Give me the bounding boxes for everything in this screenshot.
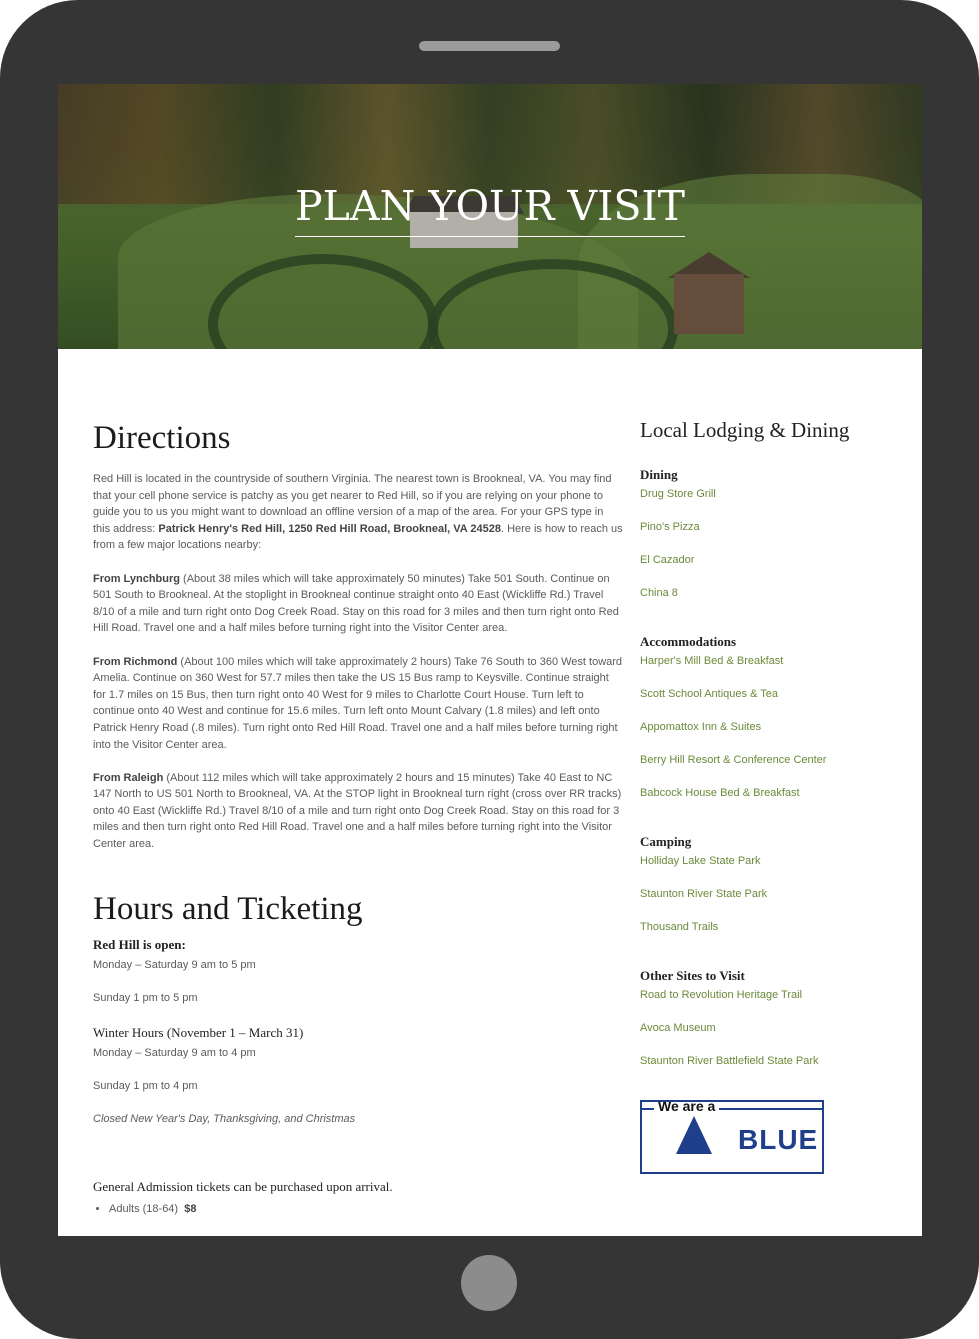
- route-raleigh: [93, 770, 623, 853]
- lodging-link-berry-hill[interactable]: Berry Hill Resort & Conference Center: [640, 754, 827, 766]
- route-text: (About 112 miles which will take approximately 2 hours and 15 minutes) Take 40 East to NC 147 North to US 501 North to Brookneal, VA. At the STOP light in Brookneal turn right (cross over RR tracks) onto 40 East (Wickliffe Rd.) Travel 8/10 of a mile and turn right onto Dog Creek Road. Stay on this road for 3 miles and then turn right onto Red Hill Road. Travel one and a half miles before turning right into the Visitor Center area.: [93, 771, 622, 851]
- accommodations-label: Accommodations: [640, 634, 737, 649]
- winter-weekday: Monday – Saturday 9 am to 4 pm: [93, 1046, 256, 1059]
- admission-label: General Admission tickets can be purchased upon arrival.: [93, 1178, 393, 1194]
- ticket-list: [93, 1201, 623, 1217]
- ticket-price: $8: [184, 1202, 197, 1215]
- site-link-road-to-revolution[interactable]: Road to Revolution Heritage Trail: [640, 989, 803, 1001]
- dining-link-china-8[interactable]: China 8: [640, 587, 678, 599]
- camping-group: [640, 832, 870, 935]
- gps-address: Patrick Henry's Red Hill, 1250 Red Hill Road, Brookneal, VA 24528: [158, 522, 501, 535]
- dining-link-el-cazador[interactable]: El Cazador: [640, 554, 695, 566]
- dining-label: Dining: [640, 467, 678, 482]
- ticket-item: [109, 1201, 623, 1217]
- dining-link-pinos-pizza[interactable]: Pino's Pizza: [640, 521, 700, 533]
- page-title-text: PLAN YOUR VISIT: [295, 182, 685, 237]
- other-sites-label: Other Sites to Visit: [640, 968, 745, 983]
- lodging-link-appomattox-inn[interactable]: Appomattox Inn & Suites: [640, 721, 762, 733]
- sidebar: [640, 416, 870, 1174]
- route-text: (About 38 miles which will take approximately 50 minutes) Take 501 South. Continue on 501 South to Brookneal. At the stoplight in Brookneal continue straight onto 40 East (Wickliffe Rd.) Travel 8/10 of a mile and turn right onto Dog Creek Road. Stay on this road for 3 miles and then turn right onto Red Hill Road. Travel one and a half miles before turning right into the Visitor Center area.: [93, 572, 619, 635]
- camping-link-holliday-lake[interactable]: Holliday Lake State Park: [640, 855, 761, 867]
- intro-end-text: . Here is how to reach us from a few major locations nearby:: [93, 522, 623, 552]
- accommodations-group: [640, 632, 870, 801]
- route-lynchburg: [93, 571, 623, 637]
- winter-label: Winter Hours (November 1 – March 31): [93, 1024, 304, 1040]
- route-from: From Richmond: [93, 655, 178, 668]
- route-text: (About 100 miles which will take approximately 2 hours) Take 76 South to 360 West toward Amelia. Continue on 360 West for 57.7 miles then take the US 15 Bus ramp to Keysville. Continue straight for 1.7 miles on 15 Bus, then turn right onto 40 West for 9 miles to Charlotte Court House. Turn left to continue onto 40 West and continue for 15.6 miles. Turn left onto Mount Calvary (1.8 miles) and left onto Patrick Henry Road (.8 miles). Turn right onto Red Hill Road. Travel one and a half miles before turning right into the Visitor Center area.: [93, 655, 623, 751]
- speaker-slot: [419, 41, 560, 51]
- camping-link-thousand-trails[interactable]: Thousand Trails: [640, 921, 719, 933]
- directions-intro: [93, 471, 623, 554]
- directions-heading: Directions: [93, 420, 231, 456]
- open-sunday: Sunday 1 pm to 5 pm: [93, 991, 198, 1004]
- closed-days: Closed New Year's Day, Thanksgiving, and Christmas: [93, 1112, 356, 1125]
- lodging-link-babcock-house[interactable]: Babcock House Bed & Breakfast: [640, 787, 800, 799]
- dining-group: [640, 465, 870, 601]
- lodging-link-harpers-mill[interactable]: Harper's Mill Bed & Breakfast: [640, 655, 784, 667]
- other-sites-group: [640, 966, 870, 1069]
- main-content: [93, 418, 623, 1217]
- route-richmond: [93, 654, 623, 754]
- badge-tree-icon: [676, 1116, 712, 1154]
- site-link-staunton-battlefield[interactable]: Staunton River Battlefield State Park: [640, 1055, 819, 1067]
- blue-star-badge[interactable]: [640, 1100, 824, 1174]
- dining-link-drug-store-grill[interactable]: Drug Store Grill: [640, 488, 716, 500]
- lodging-link-scott-school[interactable]: Scott School Antiques & Tea: [640, 688, 778, 700]
- home-button[interactable]: [461, 1255, 517, 1311]
- hero-banner: [58, 84, 922, 349]
- open-weekday: Monday – Saturday 9 am to 5 pm: [93, 958, 256, 971]
- hours-heading: Hours and Ticketing: [93, 890, 363, 927]
- sidebar-title: Local Lodging & Dining: [640, 418, 850, 442]
- route-from: From Lynchburg: [93, 572, 180, 585]
- badge-top-text: We are a: [654, 1100, 719, 1114]
- camping-label: Camping: [640, 834, 692, 849]
- ticket-label: Adults (18-64): [109, 1202, 179, 1215]
- intro-text: Red Hill is located in the countryside of southern Virginia. The nearest town is Brookneal, VA. You may find that your cell phone service is patchy as you get nearer to Red Hill, so if you are relying on your phone to guide you to us you might want to download an offline version of a map of the area. For your GPS type in this address:: [93, 473, 612, 535]
- winter-sunday: Sunday 1 pm to 4 pm: [93, 1079, 198, 1092]
- camping-link-staunton-river[interactable]: Staunton River State Park: [640, 888, 768, 900]
- route-from: From Raleigh: [93, 771, 164, 784]
- web-page: [58, 84, 922, 1236]
- page-title: [58, 182, 922, 237]
- badge-word: BLUE: [738, 1124, 819, 1155]
- open-label: Red Hill is open:: [93, 936, 186, 952]
- site-link-avoca-museum[interactable]: Avoca Museum: [640, 1022, 716, 1034]
